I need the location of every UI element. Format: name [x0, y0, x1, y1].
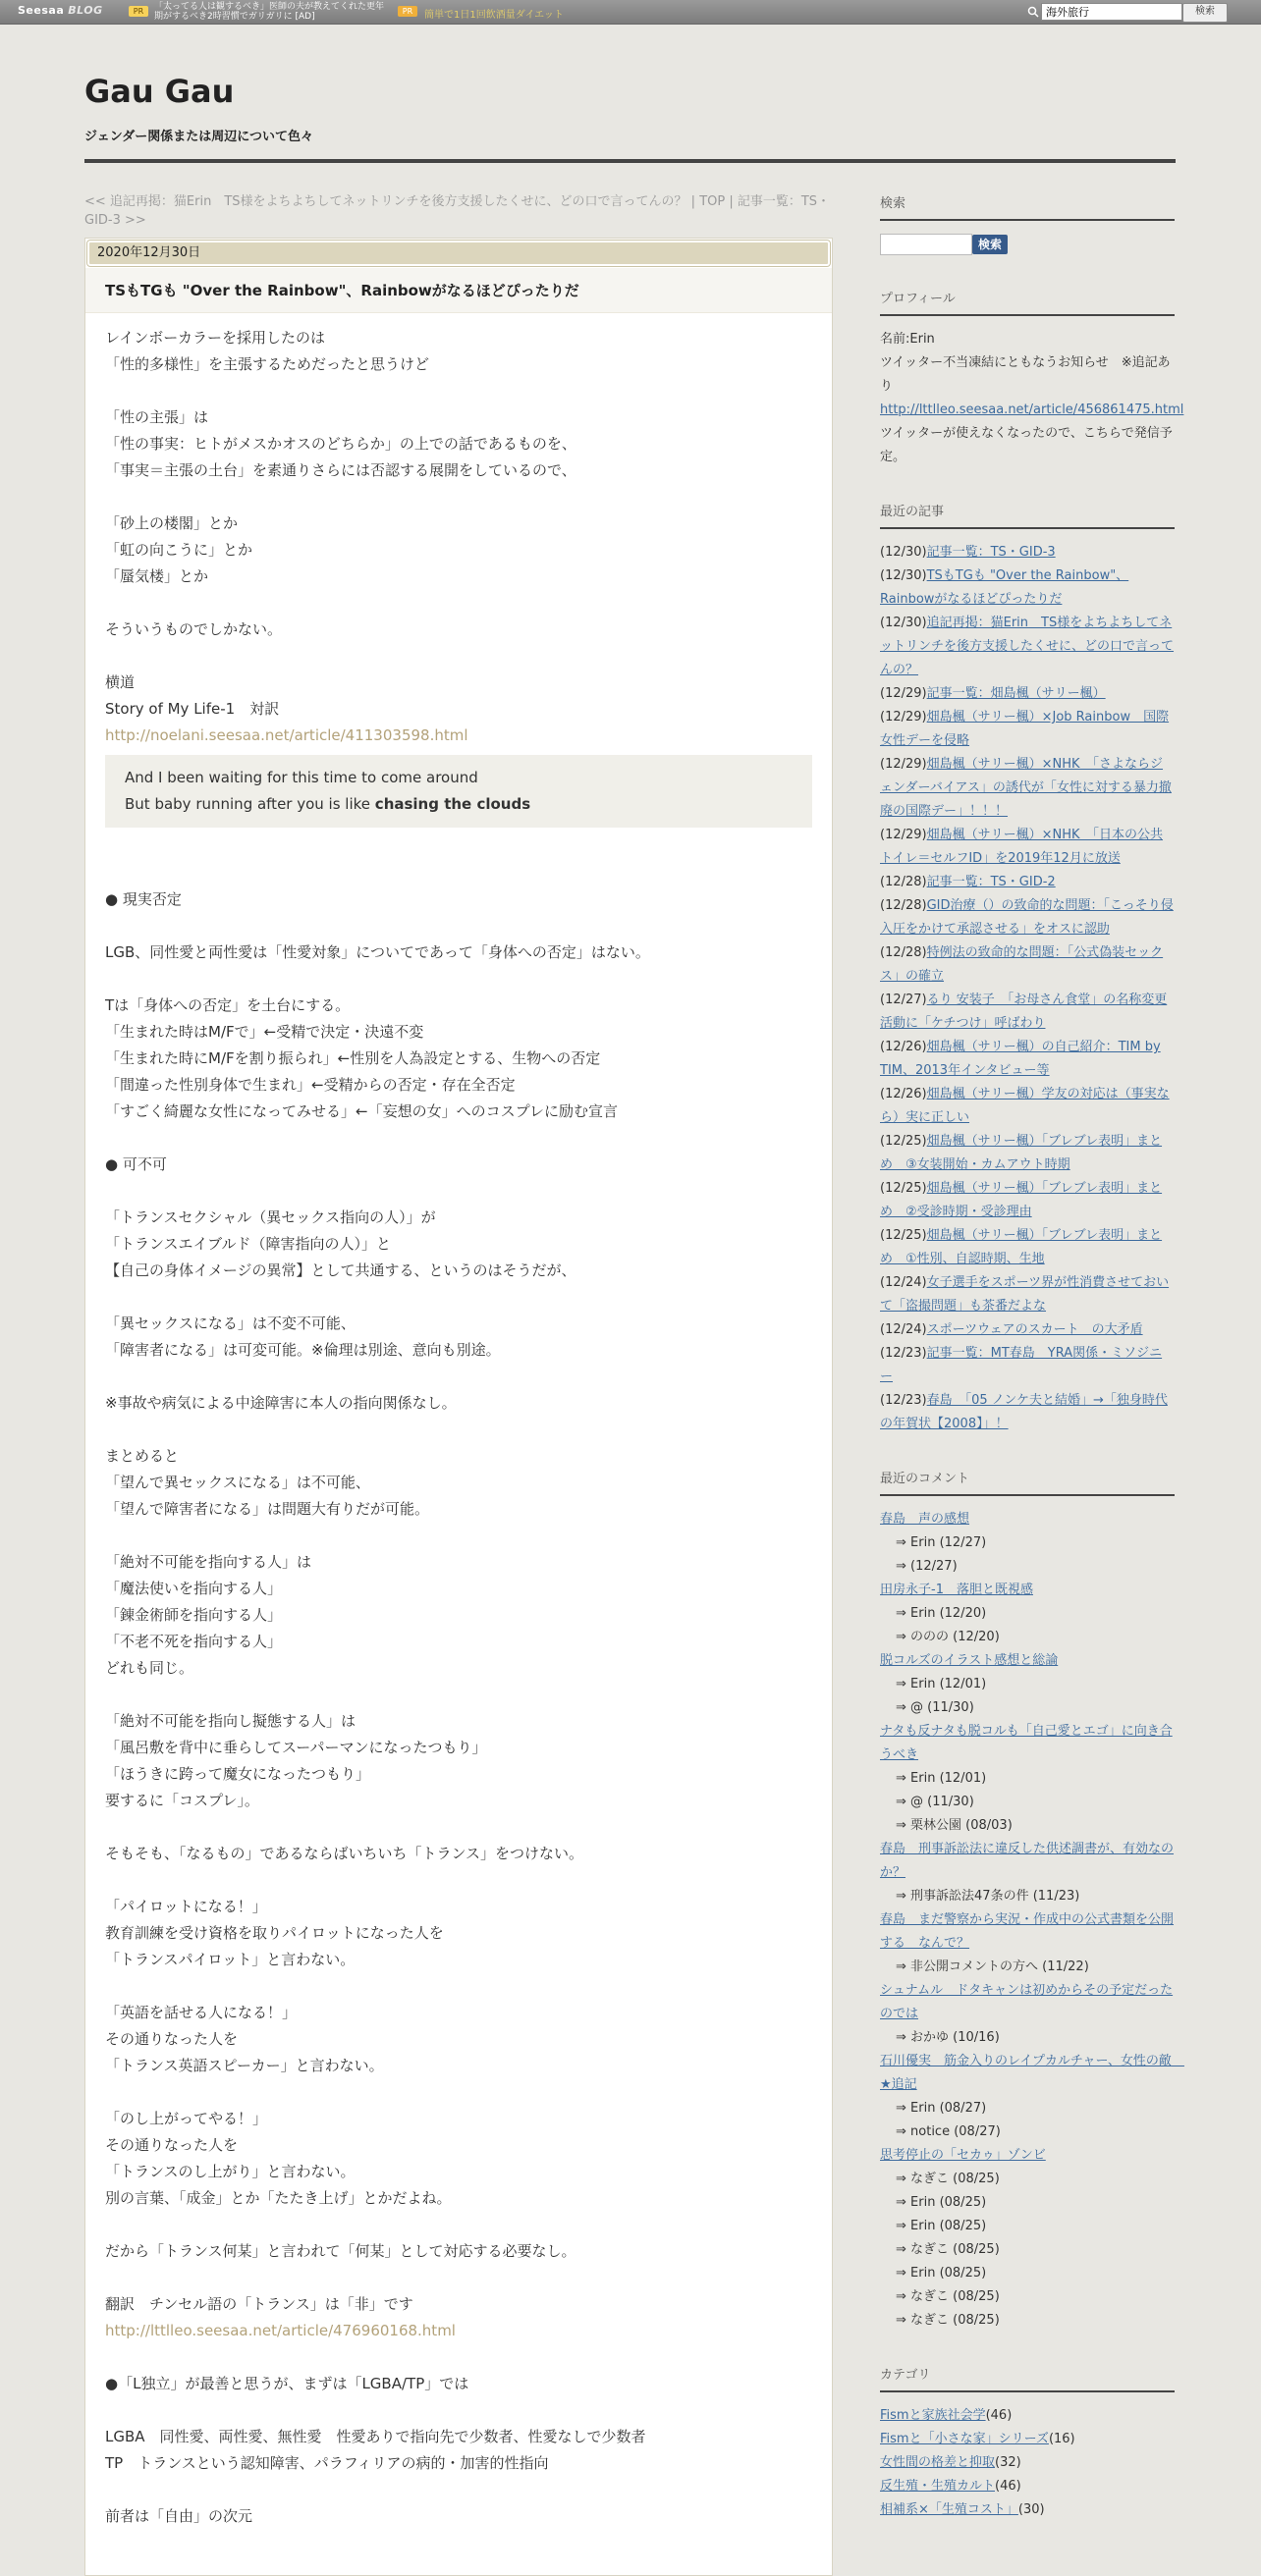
- post-text-line: LGB、同性愛と両性愛は「性愛対象」についてであって「身体への否定」はない。: [105, 943, 650, 961]
- comment-entry[interactable]: ⇒ 非公開コメントの方へ (11/22): [880, 1956, 1175, 1979]
- post-text-line: 「事実＝主張の土台」を素通りさらには否認する展開をしているので、: [105, 461, 576, 479]
- sidebar-search: [880, 192, 1175, 256]
- recent-post-link[interactable]: 畑島楓（サリー楓）×NHK 「日本の公共トイレ＝セルフID」を2019年12月に放送: [880, 828, 1164, 866]
- recent-post-link[interactable]: TSもTGも "Over the Rainbow"、Rainbowがなるほどぴったりだ: [880, 568, 1129, 607]
- post-text-line: 「性の主張」は: [105, 408, 209, 426]
- recent-post-item: [880, 1130, 1175, 1177]
- recent-post-link[interactable]: 特例法の致命的な問題：「公式偽装セックス」の確立: [880, 945, 1164, 984]
- recent-post-link[interactable]: 記事一覧：畑島楓（サリー楓）: [926, 686, 1106, 701]
- comment-entry[interactable]: ⇒ Erin (08/25): [880, 2215, 1175, 2238]
- recent-post-item: [880, 1271, 1175, 1318]
- comment-entry[interactable]: ⇒ なぎこ (08/25): [880, 2285, 1175, 2309]
- comment-post-link[interactable]: 田房永子-1 落胆と既視感: [880, 1583, 1033, 1597]
- recent-post-date: (12/23): [880, 1393, 927, 1408]
- recent-post-date: (12/24): [880, 1322, 927, 1337]
- sidebar-search-input[interactable]: [880, 234, 972, 255]
- post-text-line: Tは「身体への否定」を土台にする。: [105, 996, 351, 1014]
- category-link[interactable]: 相補系×「生殖コスト」: [880, 2502, 1018, 2517]
- recent-post-item: [880, 871, 1175, 894]
- quote-line: And I been waiting for this time to come around: [125, 769, 478, 786]
- recent-post-date: (12/27): [880, 993, 927, 1007]
- post-body: [85, 313, 832, 2542]
- post-text-line: 「のし上がってやる！」: [105, 2110, 268, 2127]
- top-link[interactable]: TOP: [699, 194, 726, 209]
- comment-post-link[interactable]: 脱コルズのイラスト感想と総論: [880, 1653, 1059, 1668]
- search-icon: [1027, 6, 1039, 18]
- recent-post-link[interactable]: GID治療（）の致命的な問題：「こっそり侵入圧をかけて承認させる」をオスに認助: [880, 898, 1174, 937]
- comment-group: [880, 2144, 1175, 2168]
- recent-post-date: (12/25): [880, 1228, 927, 1243]
- profile-name: 名前:Erin: [880, 332, 935, 347]
- sidebar-recent-comments: [880, 1468, 1184, 2333]
- post-text-line: レインボーカラーを採用したのは: [105, 329, 325, 347]
- comment-entry[interactable]: ⇒ Erin (12/01): [880, 1673, 1175, 1696]
- post-text-line: 横道: [105, 673, 136, 691]
- recent-post-item: [880, 706, 1175, 753]
- recent-post-link[interactable]: るり 安装子 「お母さん食堂」の名称変更活動に「ケチつけ」呼ばわり: [880, 993, 1168, 1031]
- comment-entry[interactable]: ⇒ Erin (08/25): [880, 2262, 1175, 2285]
- prev-post-link[interactable]: << 追記再掲：猫Erin TS様をよちよちしてネットリンチを後方支援したくせに、どの口で言ってんの？: [84, 194, 687, 209]
- comment-post-link[interactable]: 春島 声の感想: [880, 1512, 970, 1527]
- comment-entry[interactable]: ⇒ Erin (08/25): [880, 2191, 1175, 2215]
- post-text-line: [105, 2212, 812, 2238]
- ad-badge: PR: [398, 6, 417, 17]
- post-text-line: [105, 2477, 812, 2503]
- post-text-line: [105, 590, 812, 617]
- post-text-line: [105, 2265, 812, 2291]
- sidebar-heading: 最近のコメント: [880, 1468, 1175, 1496]
- recent-post-link[interactable]: 畑島楓（サリー楓）「ブレブレ表明」まとめ ③女装開始・カムアウト時期: [880, 1134, 1163, 1172]
- category-item: [880, 2498, 1175, 2522]
- recent-post-link[interactable]: 畑島楓（サリー楓）×NHK 「さよならジェンダーバイアス」の誘代が「女性に対する暴力撤廃の国際デー」！！！: [880, 757, 1172, 819]
- lyrics-quote: [105, 755, 812, 828]
- recent-post-link[interactable]: 記事一覧：TS・GID-2: [926, 875, 1056, 889]
- post-text-line: 「障害者になる」は可変可能。※倫理は別途、意向も別途。: [105, 1341, 501, 1359]
- sidebar-heading: カテゴリ: [880, 2364, 1175, 2392]
- post-text-line: 「虹の向こうに」とか: [105, 541, 253, 559]
- comment-group: [880, 2050, 1184, 2097]
- sidebar-heading: プロフィール: [880, 288, 1175, 316]
- category-link[interactable]: Fismと家族社会学: [880, 2408, 986, 2423]
- category-count: (46): [985, 2408, 1013, 2423]
- recent-post-link[interactable]: 畑島楓（サリー楓）学友の対応は（事実なら）実に正しい: [880, 1087, 1170, 1125]
- sidebar-heading: 最近の記事: [880, 501, 1175, 529]
- comment-entry[interactable]: ⇒ 刑事訴訟法47条の件 (11/23): [880, 1885, 1175, 1908]
- post-text-line: 翻訳 チンセル語の「トランス」は「非」です: [105, 2295, 413, 2313]
- post-text-line: [105, 1364, 812, 1390]
- post-text-line: そういうものでしかない。: [105, 620, 283, 638]
- post-text-line: 「間違った性別身体で生まれ」←受精からの否定・存在全否定: [105, 1076, 516, 1094]
- recent-post-date: (12/26): [880, 1087, 927, 1101]
- blog-description: ジェンダー関係または周辺について色々: [84, 130, 313, 144]
- post-text-line: [105, 1417, 812, 1443]
- comment-group: [880, 1720, 1175, 1767]
- post-date: 2020年12月30日: [87, 241, 830, 266]
- comment-entry[interactable]: ⇒ Erin (12/27): [880, 1531, 1175, 1555]
- post-text-line: 「性的多様性」を主張するためだったと思うけど: [105, 355, 430, 373]
- recent-post-item: [880, 1389, 1175, 1436]
- recent-post-link[interactable]: スポーツウェアのスカート の大矛盾: [926, 1322, 1143, 1337]
- post-text-line: その通りなった人を: [105, 2030, 239, 2048]
- sidebar-recent-posts: [880, 501, 1175, 1436]
- comment-entry[interactable]: ⇒ Erin (12/01): [880, 1767, 1175, 1791]
- comment-group: [880, 1579, 1175, 1602]
- category-count: (32): [995, 2455, 1021, 2470]
- main-content: [84, 192, 833, 2576]
- post-text-line: [105, 1523, 812, 1549]
- recent-post-date: (12/30): [880, 616, 927, 630]
- comment-entry[interactable]: ⇒ なぎこ (08/25): [880, 2238, 1175, 2262]
- recent-post-item: [880, 989, 1175, 1036]
- comment-group: [880, 1649, 1175, 1673]
- recent-post-date: (12/29): [880, 686, 927, 701]
- recent-post-link[interactable]: 追記再掲：猫Erin TS様をよちよちしてネットリンチを後方支援したくせに、どの口で言ってんの？: [880, 616, 1175, 677]
- post-text-line: ※事故や病気による中途障害に本人の指向関係なし。: [105, 1394, 457, 1412]
- recent-post-link[interactable]: 女子選手をスポーツ界が性消費させておいて「盗撮問題」も茶番だよな: [880, 1275, 1170, 1314]
- post-text-line: [105, 1284, 812, 1311]
- recent-post-date: (12/30): [880, 568, 927, 583]
- recent-post-date: (12/28): [880, 875, 927, 889]
- sidebar: [880, 192, 1184, 2553]
- recent-post-item: [880, 1036, 1175, 1083]
- profile-link[interactable]: http://lttlleo.seesaa.net/article/456861475.html: [880, 402, 1184, 417]
- post-text-line: [105, 2397, 812, 2424]
- category-link[interactable]: 反生殖・生殖カルト: [880, 2479, 996, 2494]
- post-text-line: 「トランス英語スピーカー」と言わない。: [105, 2057, 384, 2074]
- post-text-line: [105, 833, 812, 860]
- comment-post-link[interactable]: 思考停止の「セカゥ」ゾンビ: [880, 2148, 1046, 2163]
- post-text-line: 教育訓練を受け資格を取りパイロットになった人を: [105, 1924, 444, 1942]
- post-text-line: 「パイロットになる！」: [105, 1898, 267, 1915]
- category-item: [880, 2404, 1175, 2428]
- post-text-line: [105, 1125, 812, 1152]
- comment-entry[interactable]: ⇒ @ (11/30): [880, 1791, 1175, 1814]
- post-text-line: 「不老不死を指向する人」: [105, 1633, 283, 1650]
- post-text-line: 「絶対不可能を指向し擬態する人」は: [105, 1712, 356, 1730]
- post-text-line: ● 可不可: [105, 1155, 167, 1173]
- recent-post-link[interactable]: 記事一覧：TS・GID-3: [926, 545, 1056, 560]
- comment-group: [880, 1508, 1175, 1531]
- comment-post-link[interactable]: ナタも反ナタも脱コルも「自己愛とエゴ」に向き合うべき: [880, 1724, 1173, 1762]
- post-text-line: [105, 643, 812, 670]
- comment-entry[interactable]: ⇒ notice (08/27): [880, 2120, 1175, 2144]
- sidebar-search-button[interactable]: 検索: [972, 235, 1008, 254]
- post-text-line: 「トランスエイブルド（障害指向の人）」と: [105, 1235, 392, 1253]
- recent-post-date: (12/28): [880, 898, 927, 913]
- recent-post-date: (12/25): [880, 1181, 927, 1196]
- post-text-line: [105, 1814, 812, 1841]
- post-text-line: 「砂上の楼閣」とか: [105, 514, 239, 532]
- sidebar-heading: 検索: [880, 192, 1175, 221]
- post-text-line: 「英語を話せる人になる！」: [105, 2004, 298, 2021]
- category-item: [880, 2475, 1175, 2498]
- post-link-story[interactable]: http://noelani.seesaa.net/article/411303598.html: [105, 726, 468, 744]
- recent-post-item: [880, 1224, 1175, 1271]
- next-post-link[interactable]: 記事一覧：TS・GID-3 >>: [84, 194, 831, 228]
- category-link[interactable]: Fismと「小さな家」シリーズ: [880, 2432, 1049, 2446]
- post-text-line: そもそも、「なるもの」であるならばいちいち「トランス」をつけない。: [105, 1845, 584, 1862]
- comment-entry[interactable]: ⇒ Erin (12/20): [880, 1602, 1175, 1626]
- comment-entry[interactable]: ⇒ (12/27): [880, 1555, 1175, 1579]
- comment-post-link[interactable]: 春島 まだ警察から実況・作成中の公式書類を公開する なんで？: [880, 1912, 1175, 1951]
- post-text-line: LGBA 同性愛、両性愛、無性愛 性愛ありで指向先で少数者、性愛なしで少数者: [105, 2428, 646, 2445]
- post-text-line: [105, 2344, 812, 2371]
- post-text-line: その通りなった人を: [105, 2136, 239, 2154]
- recent-post-date: (12/24): [880, 1275, 927, 1290]
- recent-post-link[interactable]: 畑島楓（サリー楓）「ブレブレ表明」まとめ ①性別、自認時期、生地: [880, 1228, 1163, 1266]
- comment-group: [880, 1838, 1175, 1885]
- post-text-line: 別の言葉、「成金」とか「たたき上げ」とかだよね。: [105, 2189, 452, 2207]
- recent-post-item: [880, 753, 1175, 824]
- post-text-line: 「すごく綺麗な女性になってみせる」←「妄想の女」へのコスプレに励む宣言: [105, 1102, 618, 1120]
- post-text-line: TP トランスという認知障害、パラフィリアの病的・加害的性指向: [105, 2454, 549, 2472]
- recent-post-link[interactable]: 畑島楓（サリー楓）「ブレブレ表明」まとめ ②受診時期・受診理由: [880, 1181, 1163, 1219]
- post-text-line: 要するに「コスプレ」。: [105, 1792, 259, 1809]
- post-text-line: ●「L独立」が最善と思うが、まずは「LGBA/TP」では: [105, 2375, 469, 2392]
- quote-line: But baby running after you is like chasing the clouds: [125, 795, 531, 813]
- comment-entry[interactable]: ⇒ Erin (08/27): [880, 2097, 1175, 2120]
- post-text-line: [105, 484, 812, 510]
- category-count: (16): [1048, 2432, 1075, 2446]
- post-text-line: 「魔法使いを指向する人」: [105, 1580, 283, 1597]
- ad-link-1[interactable]: 「太ってる人は観するべき」医師の夫が教えてくれた更年期がするべき2時習慣でガリガリに [AD]: [154, 2, 385, 22]
- comment-post-link[interactable]: 春島 刑事訴訟法に違反した供述調書が、有効なのか？: [880, 1842, 1175, 1880]
- recent-post-date: (12/28): [880, 945, 927, 960]
- post-text-line: 「生まれた時にM/Fを割り振られ」←性別を人為設定とする、生物への否定: [105, 1049, 601, 1067]
- comment-entry[interactable]: ⇒ @ (11/30): [880, 1696, 1175, 1720]
- recent-post-date: (12/30): [880, 545, 927, 560]
- recent-post-date: (12/25): [880, 1134, 927, 1149]
- sidebar-profile: [880, 288, 1184, 469]
- post-text-line: 「風呂敷を背中に垂らしてスーパーマンになったつもり」: [105, 1739, 487, 1756]
- recent-post-item: [880, 824, 1175, 871]
- post-text-line: [105, 966, 812, 993]
- post-text-line: Story of My Life-1 対訳: [105, 700, 280, 718]
- category-item: [880, 2451, 1175, 2475]
- post-navigation: << 追記再掲：猫Erin TS様をよちよちしてネットリンチを後方支援したくせに、どの口で言ってんの？ | TOP | 記事一覧：TS・GID-3 >>: [84, 194, 831, 228]
- post-title: TSもTGも "Over the Rainbow"、Rainbowがなるほどぴったりだ: [85, 268, 832, 313]
- post-text-line: 【自己の身体イメージの異常】として共通する、というのはそうだが、: [105, 1261, 576, 1279]
- post-text-line: [105, 378, 812, 404]
- recent-post-item: [880, 564, 1175, 612]
- post-text-line: 「トランスセクシャル（異セックス指向の人）」が: [105, 1208, 436, 1226]
- recent-post-item: [880, 1083, 1175, 1130]
- comment-entry[interactable]: ⇒ ののの (12/20): [880, 1626, 1175, 1649]
- blog-title[interactable]: Gau Gau: [84, 73, 235, 110]
- recent-post-link[interactable]: 畑島楓（サリー楓）の自己紹介：TIM by TIM、2013年インタビュー等: [880, 1040, 1161, 1078]
- post-text-line: 「トランスのし上がり」と言わない。: [105, 2163, 356, 2180]
- post-text-line: [105, 1682, 812, 1708]
- comment-entry[interactable]: ⇒ なぎこ (08/25): [880, 2309, 1175, 2333]
- recent-post-item: [880, 941, 1175, 989]
- comment-group: [880, 1908, 1175, 1956]
- recent-post-item: [880, 1342, 1175, 1389]
- ad-badge: PR: [129, 6, 148, 17]
- recent-post-item: [880, 1177, 1175, 1224]
- post-text-line: [105, 1867, 812, 1894]
- post-text-line: 「望んで障害者になる」は問題大有りだが可能。: [105, 1500, 430, 1518]
- post-text-line: どれも同じ。: [105, 1659, 194, 1677]
- post-text-line: [105, 1178, 812, 1205]
- recent-post-item: [880, 541, 1175, 564]
- recent-post-date: (12/26): [880, 1040, 927, 1054]
- post-text-line: [105, 913, 812, 939]
- post-text-line: 「ほうきに跨って魔女になったつもり」: [105, 1765, 371, 1783]
- recent-post-date: (12/29): [880, 757, 927, 772]
- comment-group: [880, 1979, 1175, 2026]
- sidebar-categories: [880, 2364, 1175, 2522]
- recent-post-link[interactable]: 畑島楓（サリー楓）×Job Rainbow 国際女性デーを侵略: [880, 710, 1170, 748]
- post-text-line: 「蜃気楼」とか: [105, 567, 209, 585]
- comment-post-link[interactable]: 石川優実 筋金入りのレイプカルチャー、女性の敵 ★追記: [880, 2054, 1184, 2092]
- post-link-trans[interactable]: http://lttlleo.seesaa.net/article/476960168.html: [105, 2322, 456, 2339]
- category-count: (30): [1017, 2502, 1045, 2517]
- post-text-line: まとめると: [105, 1447, 180, 1465]
- post-text-line: [105, 860, 812, 886]
- post-text-line: 「望んで異セックスになる」は不可能、: [105, 1474, 370, 1491]
- recent-post-item: [880, 1318, 1175, 1342]
- post-text-line: 「性の事実：ヒトがメスかオスのどちらか」の上での話であるものを、: [105, 435, 576, 453]
- post-text-line: だから「トランス何某」と言われて「何某」として対応する必要なし。: [105, 2242, 576, 2260]
- category-item: [880, 2428, 1175, 2451]
- topbar-search-button[interactable]: 検索: [1182, 3, 1228, 23]
- profile-note: ツイッター不当凍結にともなうお知らせ ※追記あり: [880, 355, 1171, 394]
- post-text-line: [105, 1973, 812, 2000]
- seesaa-topbar: [0, 0, 1261, 25]
- recent-post-item: [880, 894, 1175, 941]
- recent-post-item: [880, 612, 1175, 682]
- header-divider: [84, 159, 1176, 163]
- post-article: [84, 238, 833, 2576]
- recent-post-date: (12/29): [880, 710, 927, 724]
- post-text-line: 「異セックスになる」は不変不可能、: [105, 1315, 356, 1332]
- category-count: (46): [995, 2479, 1021, 2494]
- topbar-search-input[interactable]: [1041, 3, 1182, 21]
- post-text-line: 「錬金術師を指向する人」: [105, 1606, 283, 1624]
- recent-post-link[interactable]: 春島 「05 ノンケ夫と結婚」→「独身時代の年賀状【2008】」！: [880, 1393, 1168, 1431]
- post-text-line: [105, 2079, 812, 2106]
- recent-post-date: (12/23): [880, 1346, 927, 1361]
- comment-entry[interactable]: ⇒ なぎこ (08/25): [880, 2168, 1175, 2191]
- recent-post-item: [880, 682, 1175, 706]
- recent-post-date: (12/29): [880, 828, 927, 842]
- post-text-line: 「生まれた時はM/Fで」←受精で決定・決遠不変: [105, 1023, 424, 1041]
- seesaa-logo[interactable]: Seesaa BLOG: [18, 4, 103, 17]
- comment-entry[interactable]: ⇒ 栗林公園 (08/03): [880, 1814, 1175, 1838]
- comment-post-link[interactable]: シュナムル ドタキャンは初めからその予定だったのでは: [880, 1983, 1174, 2021]
- profile-note: ツイッターが使えなくなったので、こちらで発信予定。: [880, 426, 1173, 464]
- post-text-line: ● 現実否定: [105, 890, 182, 908]
- post-text-line: 「絶対不可能を指向する人」は: [105, 1553, 312, 1571]
- ad-link-2[interactable]: 簡単で1日1回飲酒量ダイエット: [424, 10, 564, 21]
- comment-entry[interactable]: ⇒ おかゆ (10/16): [880, 2026, 1175, 2050]
- category-link[interactable]: 女性間の格差と抑取: [880, 2455, 996, 2470]
- post-text-line: 「トランスパイロット」と言わない。: [105, 1951, 356, 1968]
- recent-post-link[interactable]: 記事一覧：MT春島 YRA関係・ミソジニー: [880, 1346, 1163, 1384]
- post-text-line: 前者は「自由」の次元: [105, 2507, 253, 2525]
